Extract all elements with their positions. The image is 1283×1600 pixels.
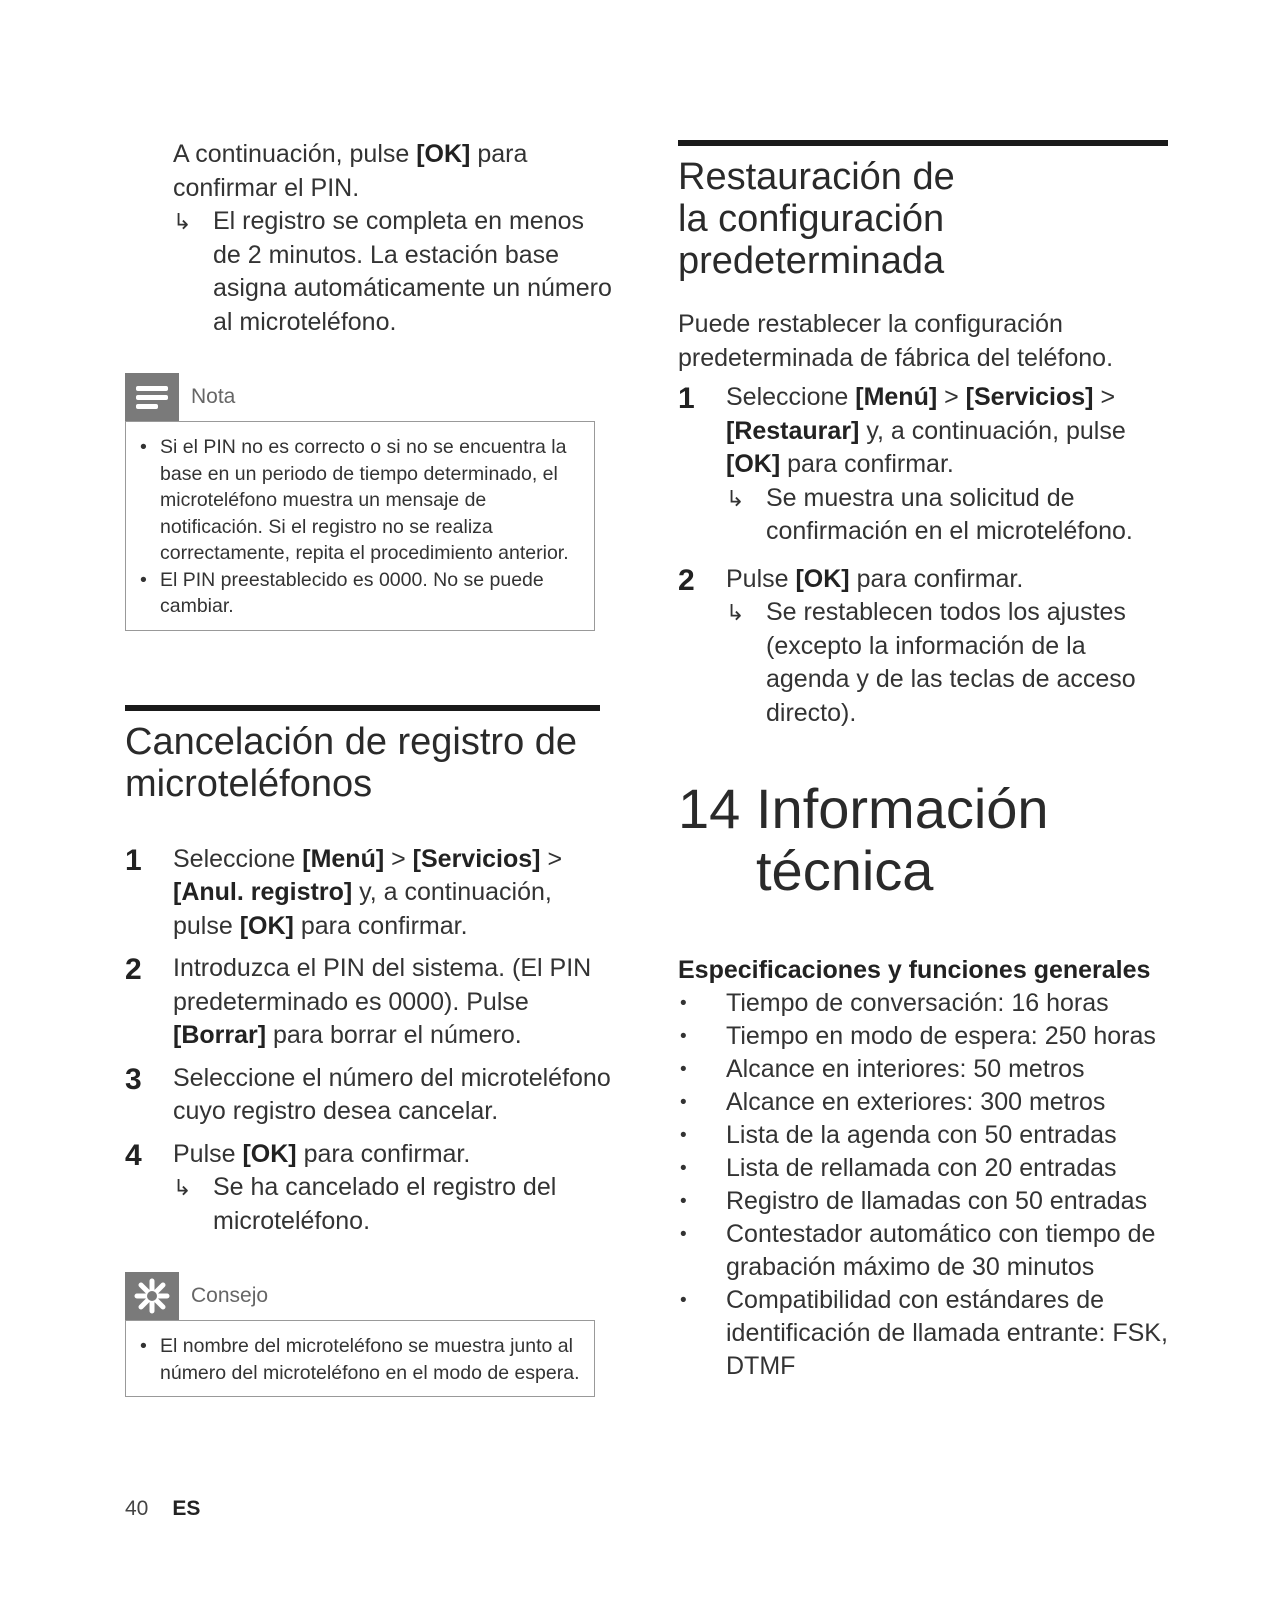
list-item: • Compatibilidad con estándares de identificación de llamada entrante: FSK, DTMF	[678, 1284, 1168, 1383]
list-item: • Registro de llamadas con 50 entradas	[678, 1185, 1168, 1218]
step-result: ↳ Se restablecen todos los ajustes (excepto la información de la agenda y de las teclas de acceso directo).	[726, 598, 1136, 727]
result-arrow-icon: ↳	[173, 209, 192, 234]
list-item: • Lista de rellamada con 20 entradas	[678, 1152, 1168, 1185]
list-item: • Tiempo en modo de espera: 250 horas	[678, 1020, 1168, 1053]
step: 1 Seleccione [Menú] > [Servicios] > [Anul. registro] y, a continuación, pulse [OK] para confirmar.	[125, 843, 563, 940]
chapter-heading	[678, 778, 1168, 902]
tip-item: • El nombre del microteléfono se muestra junto al número del microteléfono en el modo de espera.	[160, 1333, 584, 1386]
language-code: ES	[172, 1497, 201, 1520]
section-rule	[125, 705, 600, 711]
step: 4 Pulse [OK] para confirmar. ↳ Se ha cancelado el registro del microteléfono.	[125, 1138, 613, 1239]
intro-text: A continuación, pulse [OK] para confirmar el PIN.	[173, 140, 528, 202]
section-title: Restauración de la configuración predeterminada	[678, 156, 955, 282]
step-result: ↳ Se ha cancelado el registro del microteléfono.	[173, 1173, 557, 1235]
list-item: • Alcance en interiores: 50 metros	[678, 1053, 1168, 1086]
tip-icon	[125, 1272, 179, 1320]
page-number: 40	[125, 1497, 149, 1520]
step: 2 Introduzca el PIN del sistema. (El PIN predeterminado es 0000). Pulse [Borrar] para borrar el número.	[125, 953, 592, 1049]
list-item: • Contestador automático con tiempo de grabación máximo de 30 minutos	[678, 1218, 1168, 1284]
section-intro: Puede restablecer la configuración predeterminada de fábrica del teléfono.	[678, 310, 1114, 372]
tip-label: Consejo	[191, 1284, 269, 1307]
intro-block	[125, 138, 613, 339]
result-arrow-icon: ↳	[726, 485, 745, 511]
left-column	[125, 138, 613, 1397]
intro-result: ↳ El registro se completa en menos de 2 minutos. La estación base asigna automáticamente un número al microteléfono.	[173, 207, 612, 336]
note-header	[125, 373, 595, 421]
step: 1 Seleccione [Menú] > [Servicios] > [Restaurar] y, a continuación, pulse [OK] para confirmar. ↳ Se muestra una solicitud de confirmación en el microteléfono.	[678, 381, 1168, 549]
tip-box	[125, 1272, 595, 1397]
list-item: • Alcance en exteriores: 300 metros	[678, 1086, 1168, 1119]
tip-header	[125, 1272, 595, 1320]
specs-heading: Especificaciones y funciones generales	[678, 956, 1151, 984]
section-title: Cancelación de registro de microteléfonos	[125, 720, 578, 805]
result-arrow-icon: ↳	[726, 600, 745, 625]
tip-body	[125, 1320, 595, 1397]
note-box	[125, 373, 595, 631]
note-icon	[125, 373, 179, 421]
section-rule	[678, 140, 1168, 146]
cancel-section	[125, 705, 613, 1239]
steps-list	[678, 381, 1168, 730]
note-item: • Si el PIN no es correcto o si no se encuentra la base en un periodo de tiempo determinado, el microteléfono muestra un mensaje de notificación. Si el registro no se realiza correctamente, repita el procedimiento anterior.	[160, 434, 584, 567]
step: 2 Pulse [OK] para confirmar. ↳ Se restablecen todos los ajustes (excepto la información de la agenda y de las teclas de acceso directo).	[678, 563, 1168, 731]
list-item: • Tiempo de conversación: 16 horas	[678, 987, 1168, 1020]
step: 3 Seleccione el número del microteléfono cuyo registro desea cancelar.	[125, 1062, 611, 1125]
note-label: Nota	[191, 385, 236, 408]
list-item: • Lista de la agenda con 50 entradas	[678, 1119, 1168, 1152]
note-body	[125, 421, 595, 631]
chapter-title: Información técnica	[756, 777, 1049, 902]
note-item: • El PIN preestablecido es 0000. No se puede cambiar.	[160, 567, 584, 620]
specs-list	[678, 987, 1168, 1383]
right-column	[678, 140, 1168, 1383]
page-footer	[125, 1497, 200, 1521]
result-arrow-icon: ↳	[173, 1175, 192, 1200]
chapter-number: 14	[678, 777, 741, 840]
step-result: ↳ Se muestra una solicitud de confirmación en el microteléfono.	[726, 483, 1133, 545]
steps-list	[125, 843, 613, 1239]
